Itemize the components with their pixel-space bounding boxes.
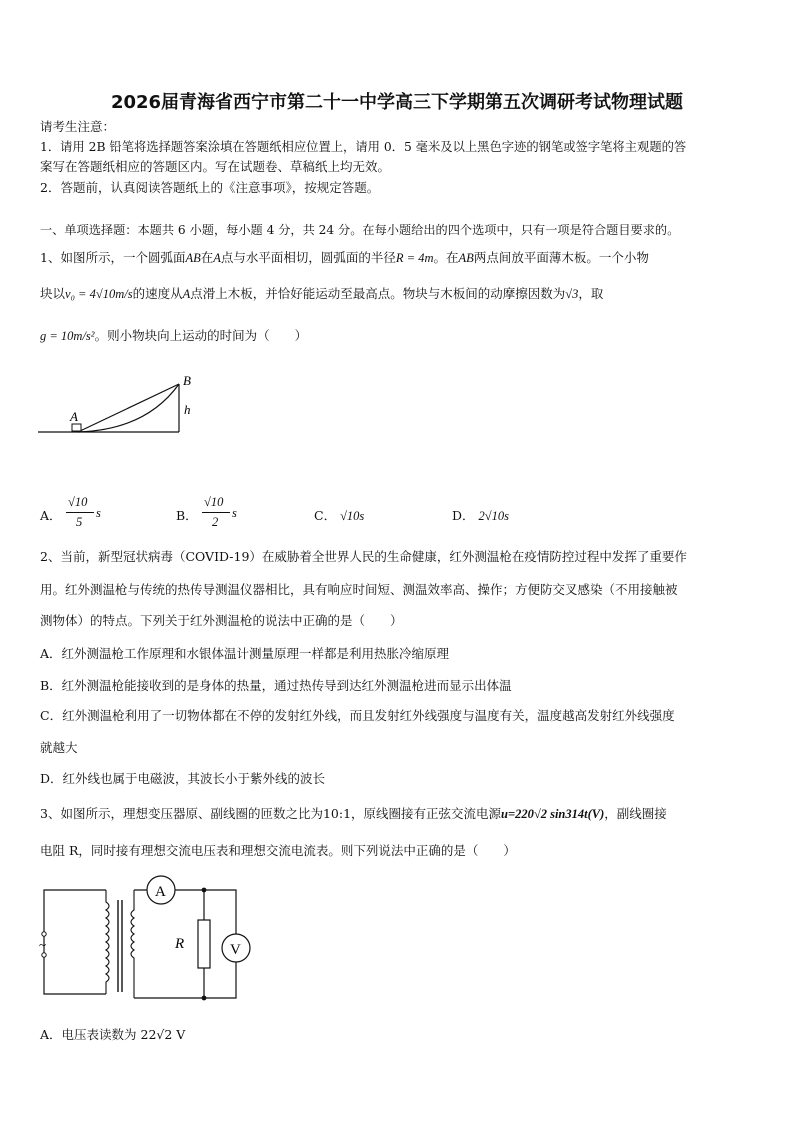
ammeter-label: A [155, 884, 166, 900]
q2-line-2: 用。红外测温枪与传统的热传导测温仪器相比，具有响应时间短、测温效率高、操作；方便防交叉感染（不用接触被 [40, 582, 678, 597]
page-title: 2026届青海省西宁市第二十一中学高三下学期第五次调研考试物理试题 [110, 92, 684, 113]
q2-option-c-line-2[interactable]: 就越大 [40, 740, 78, 755]
q3-transformer-circuit [34, 872, 266, 1006]
notice-line-1: 1．请用 2B 铅笔将选择题答案涂填在答题纸相应位置上，请用 0．5 毫米及以上黑色字迹的钢笔或签字笔将主观题的答 [40, 140, 687, 154]
primary-wire [44, 890, 106, 994]
notice-line-2: 案写在答题纸相应的答题区内。写在试题卷、草稿纸上均无效。 [40, 159, 391, 174]
q1-line-1: 1、如图所示，一个圆弧面AB在A点与水平面相切，圆弧面的半径R = 4m。在AB两点间放平面薄木板。一个小物 [40, 250, 649, 265]
label-h: h [184, 402, 191, 417]
block [72, 424, 81, 431]
junction-bottom [202, 996, 207, 1001]
junction-top [202, 888, 207, 893]
label-a: A [70, 409, 78, 424]
q3-line-1: 3、如图所示，理想变压器原、副线圈的匝数之比为10:1，原线圈接有正弦交流电源u=220√2 sin314t(V)，副线圈接 [40, 806, 667, 821]
q2-option-b[interactable]: B．红外测温枪能接收到的是身体的热量，通过热传导到达红外测温枪进而显示出体温 [40, 678, 512, 693]
voltmeter-label: V [230, 942, 241, 958]
resistor [198, 920, 210, 968]
q3-line-2: 电阻 R，同时接有理想交流电压表和理想交流电流表。则下列说法中正确的是（ ） [40, 843, 516, 858]
resistor-label: R [175, 936, 185, 952]
label-b: B [183, 373, 191, 388]
q2-line-1: 2、当前，新型冠状病毒（COVID-19）在威胁着全世界人民的生命健康，红外测温枪在疫情防控过程中发挥了重要作 [40, 549, 687, 564]
q2-option-a[interactable]: A．红外测温枪工作原理和水银体温计测量原理一样都是利用热胀冷缩原理 [40, 646, 450, 661]
q3-option-a[interactable]: A．电压表读数为 22√2 V [40, 1027, 186, 1042]
board-line [78, 384, 179, 432]
source-terminal-bottom [42, 953, 46, 957]
secondary-coil [131, 890, 134, 998]
q1-incline-figure [36, 368, 206, 440]
q2-option-d[interactable]: D．红外线也属于电磁波，其波长小于紫外线的波长 [40, 771, 326, 786]
q2-option-c-line-1[interactable]: C．红外测温枪利用了一切物体都在不停的发射红外线，而且发射红外线强度与温度有关，温度越高发射红外线强度 [40, 708, 675, 723]
q1-line-3: g = 10m/s²。则小物块向上运动的时间为（ ） [40, 328, 308, 343]
notice-heading: 请考生注意： [40, 119, 116, 134]
section-heading: 一、单项选择题：本题共 6 小题，每小题 4 分，共 24 分。在每小题给出的四个选项中，只有一项是符合题目要求的。 [40, 223, 680, 237]
notice-line-3: 2．答题前，认真阅读答题纸上的《注意事项》，按规定答题。 [40, 180, 380, 195]
source-symbol: ~ [39, 937, 47, 952]
q2-line-3: 测物体）的特点。下列关于红外测温枪的说法中正确的是（ ） [40, 613, 403, 628]
primary-coil [106, 890, 109, 994]
source-terminal-top [42, 932, 46, 936]
secondary-wire [134, 890, 236, 998]
q1-option-c[interactable]: C． √10s [314, 508, 365, 523]
q1-line-2: 块以v₀ = 4√10m/s的速度从A点滑上木板，并恰好能运动至最高点。物块与木板间的动摩擦因数为√3，取 [40, 286, 604, 301]
q1-option-d[interactable]: D． 2√10s [452, 508, 509, 523]
